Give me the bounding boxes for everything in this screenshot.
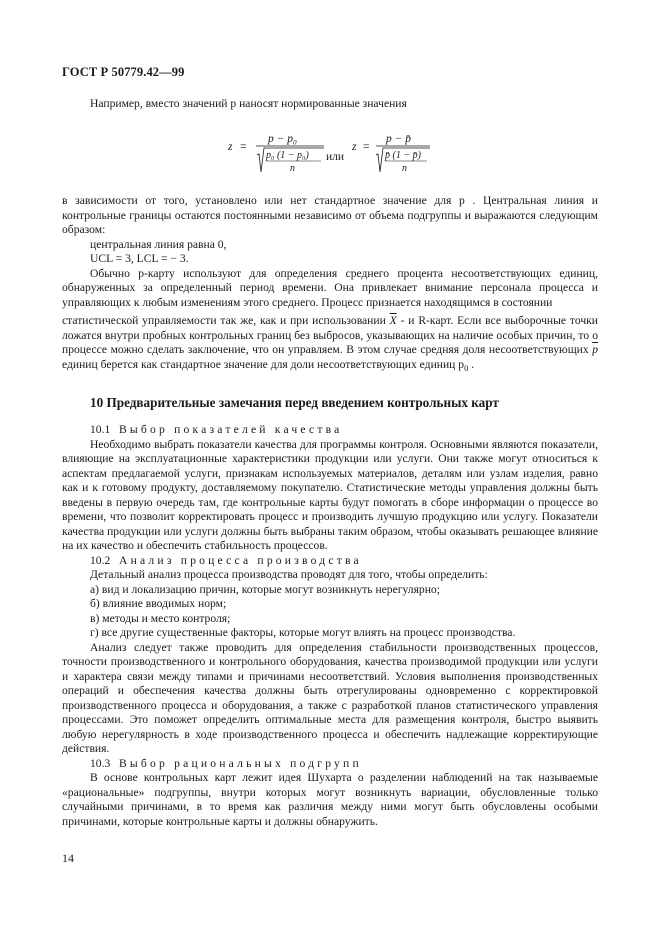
subsection-10-2-number: 10.2 <box>90 553 111 567</box>
formula-n-2: n <box>402 163 407 174</box>
formula-den-2: p̄ (1 − p̄) <box>385 150 421 161</box>
formula-den-1: p₀ (1 − p₀) <box>266 150 309 161</box>
paragraph-statistical-control <box>62 314 598 372</box>
subsection-10-3-number: 10.3 <box>90 756 111 770</box>
subsection-10-2-intro: Детальный анализ процесса производства проводят для того, чтобы определить: <box>90 568 488 581</box>
ucl-lcl-text: UCL = 3, LCL = − 3. <box>90 252 189 265</box>
subsection-10-1-number: 10.1 <box>90 423 111 436</box>
formula-lhs-2: z <box>352 141 357 153</box>
body-block-1 <box>62 194 598 372</box>
stat-control-b: - и R-карт. Если все выборочные точки ложатся внутри пробных контрольных границ без выбросов, указывающих на наличие особых причин, то о процессе можно сделать заключение, что он управляем. В этом случае средняя доля несоответствующих <box>62 314 598 356</box>
p0-subscript: 0 <box>464 362 469 373</box>
formula-num-1: p − p₀ <box>268 133 298 145</box>
list-item-a: а) вид и локализацию причин, которые могут возникнуть нерегулярно; <box>90 582 440 596</box>
page-number: 14 <box>62 851 74 865</box>
paragraph-control-limits: в зависимости от того, установлено или нет стандартное значение для p . Центральная линия и контрольные границы остаются постоянными независимо от объема подгруппы и выражаются следующим образом: <box>62 194 598 236</box>
list-item-b: б) влияние вводимых норм; <box>90 597 227 610</box>
stat-control-end: . <box>468 357 475 371</box>
document-header: ГОСТ Р 50779.42—99 <box>62 65 185 79</box>
section-10-title: 10 Предварительные замечания перед введением контрольных карт <box>90 395 499 410</box>
body-block-2 <box>62 423 598 829</box>
xbar-symbol: $\overline{X}$ <box>389 314 397 327</box>
stat-control-a: статистической управляемости так же, как и при использовании <box>62 314 390 327</box>
formula-num-2: p − p̄ <box>386 133 412 145</box>
subsection-10-3-title: Выбор рациональных подгрупп <box>119 756 362 770</box>
formula-or: или <box>326 151 345 163</box>
formula-n-1: n <box>290 163 295 174</box>
list-item-c: в) методы и место контроля; <box>90 611 231 625</box>
subsection-10-1-heading <box>62 423 598 438</box>
subsection-10-2-heading <box>62 554 598 569</box>
intro-text: Например, вместо значений p наносят нормированные значения <box>90 97 407 110</box>
formula-lhs-1: z <box>228 141 233 153</box>
central-line-text: центральная линия равна 0, <box>90 237 227 251</box>
pbar-symbol: $\overline{p}$ <box>592 343 598 356</box>
formula-eq-1: = <box>240 141 247 153</box>
subsection-10-1-title: Выбор показателей качества <box>119 423 343 436</box>
subsection-10-2-text: Анализ следует также проводить для определения стабильности производственных процессов, точности производственного и контрольного оборудования, качества производимой продукции или услуги и характера связи между типами и причинами несоответствий. Условия выполнения производственных операций и обеспечения качества должны быть отрегулированы одновременно с корректировкой производственного процесса и оборудования, а также с разработкой планов статистического управления процессами. Это поможет определить оптимальные места для размещения контроля, быстро выявить любую нерегулярность в ходе производственного процесса и обеспечить надлежащие корректирующие действия. <box>62 640 598 755</box>
stat-control-c: единиц берется как стандартное значение для доли несоответствующих единиц p <box>62 357 465 371</box>
subsection-10-2-title: Анализ процесса производства <box>119 553 362 567</box>
intro-paragraph <box>62 97 598 112</box>
list-item-d: г) все другие существенные факторы, которые могут влиять на процесс производства. <box>90 626 516 639</box>
normalized-formula <box>226 130 446 176</box>
subsection-10-1-text: Необходимо выбрать показатели качества для программы контроля. Основными являются показатели, влияющие на эксплуатационные характеристики продукции или услуги. Они также могут относиться к аспектам предлагаемой услуги, признакам используемых материалов, деталям или узлам изделия, равно как и к готовому продукту, доставляемому покупателю. Статистические методы управления должны быть введены в первую очередь там, где контрольные карты будут помогать в сборе информации о процессе во времени, что позволит корректировать процесс и производить лучшую продукцию или услугу. Показатели качества продукции или услуги должны быть выбраны таким образом, чтобы оказывать решающее влияние на их качество и обеспечить стабильность процессов. <box>62 437 598 552</box>
subsection-10-3-heading <box>62 757 598 772</box>
formula-eq-2: = <box>363 141 370 153</box>
formula-svg <box>226 130 446 176</box>
paragraph-p-chart: Обычно p-карту используют для определения среднего процента несоответствующих единиц, обнаруженных за определенный период времени. Она привлекает внимание персонала процесса и управляющих к любым изменениям этого среднего. Процесс признается находящимся в состоянии <box>62 266 598 309</box>
subsection-10-3-text: В основе контрольных карт лежит идея Шухарта о разделении наблюдений на так называемые «рациональные» подгруппы, внутри которых могут возникнуть вариации, обусловленные только случайными причинами, в то время как различия между ними могут быть обусловлены особыми причинами, которые контрольные карты и должны обнаружить. <box>62 771 598 828</box>
